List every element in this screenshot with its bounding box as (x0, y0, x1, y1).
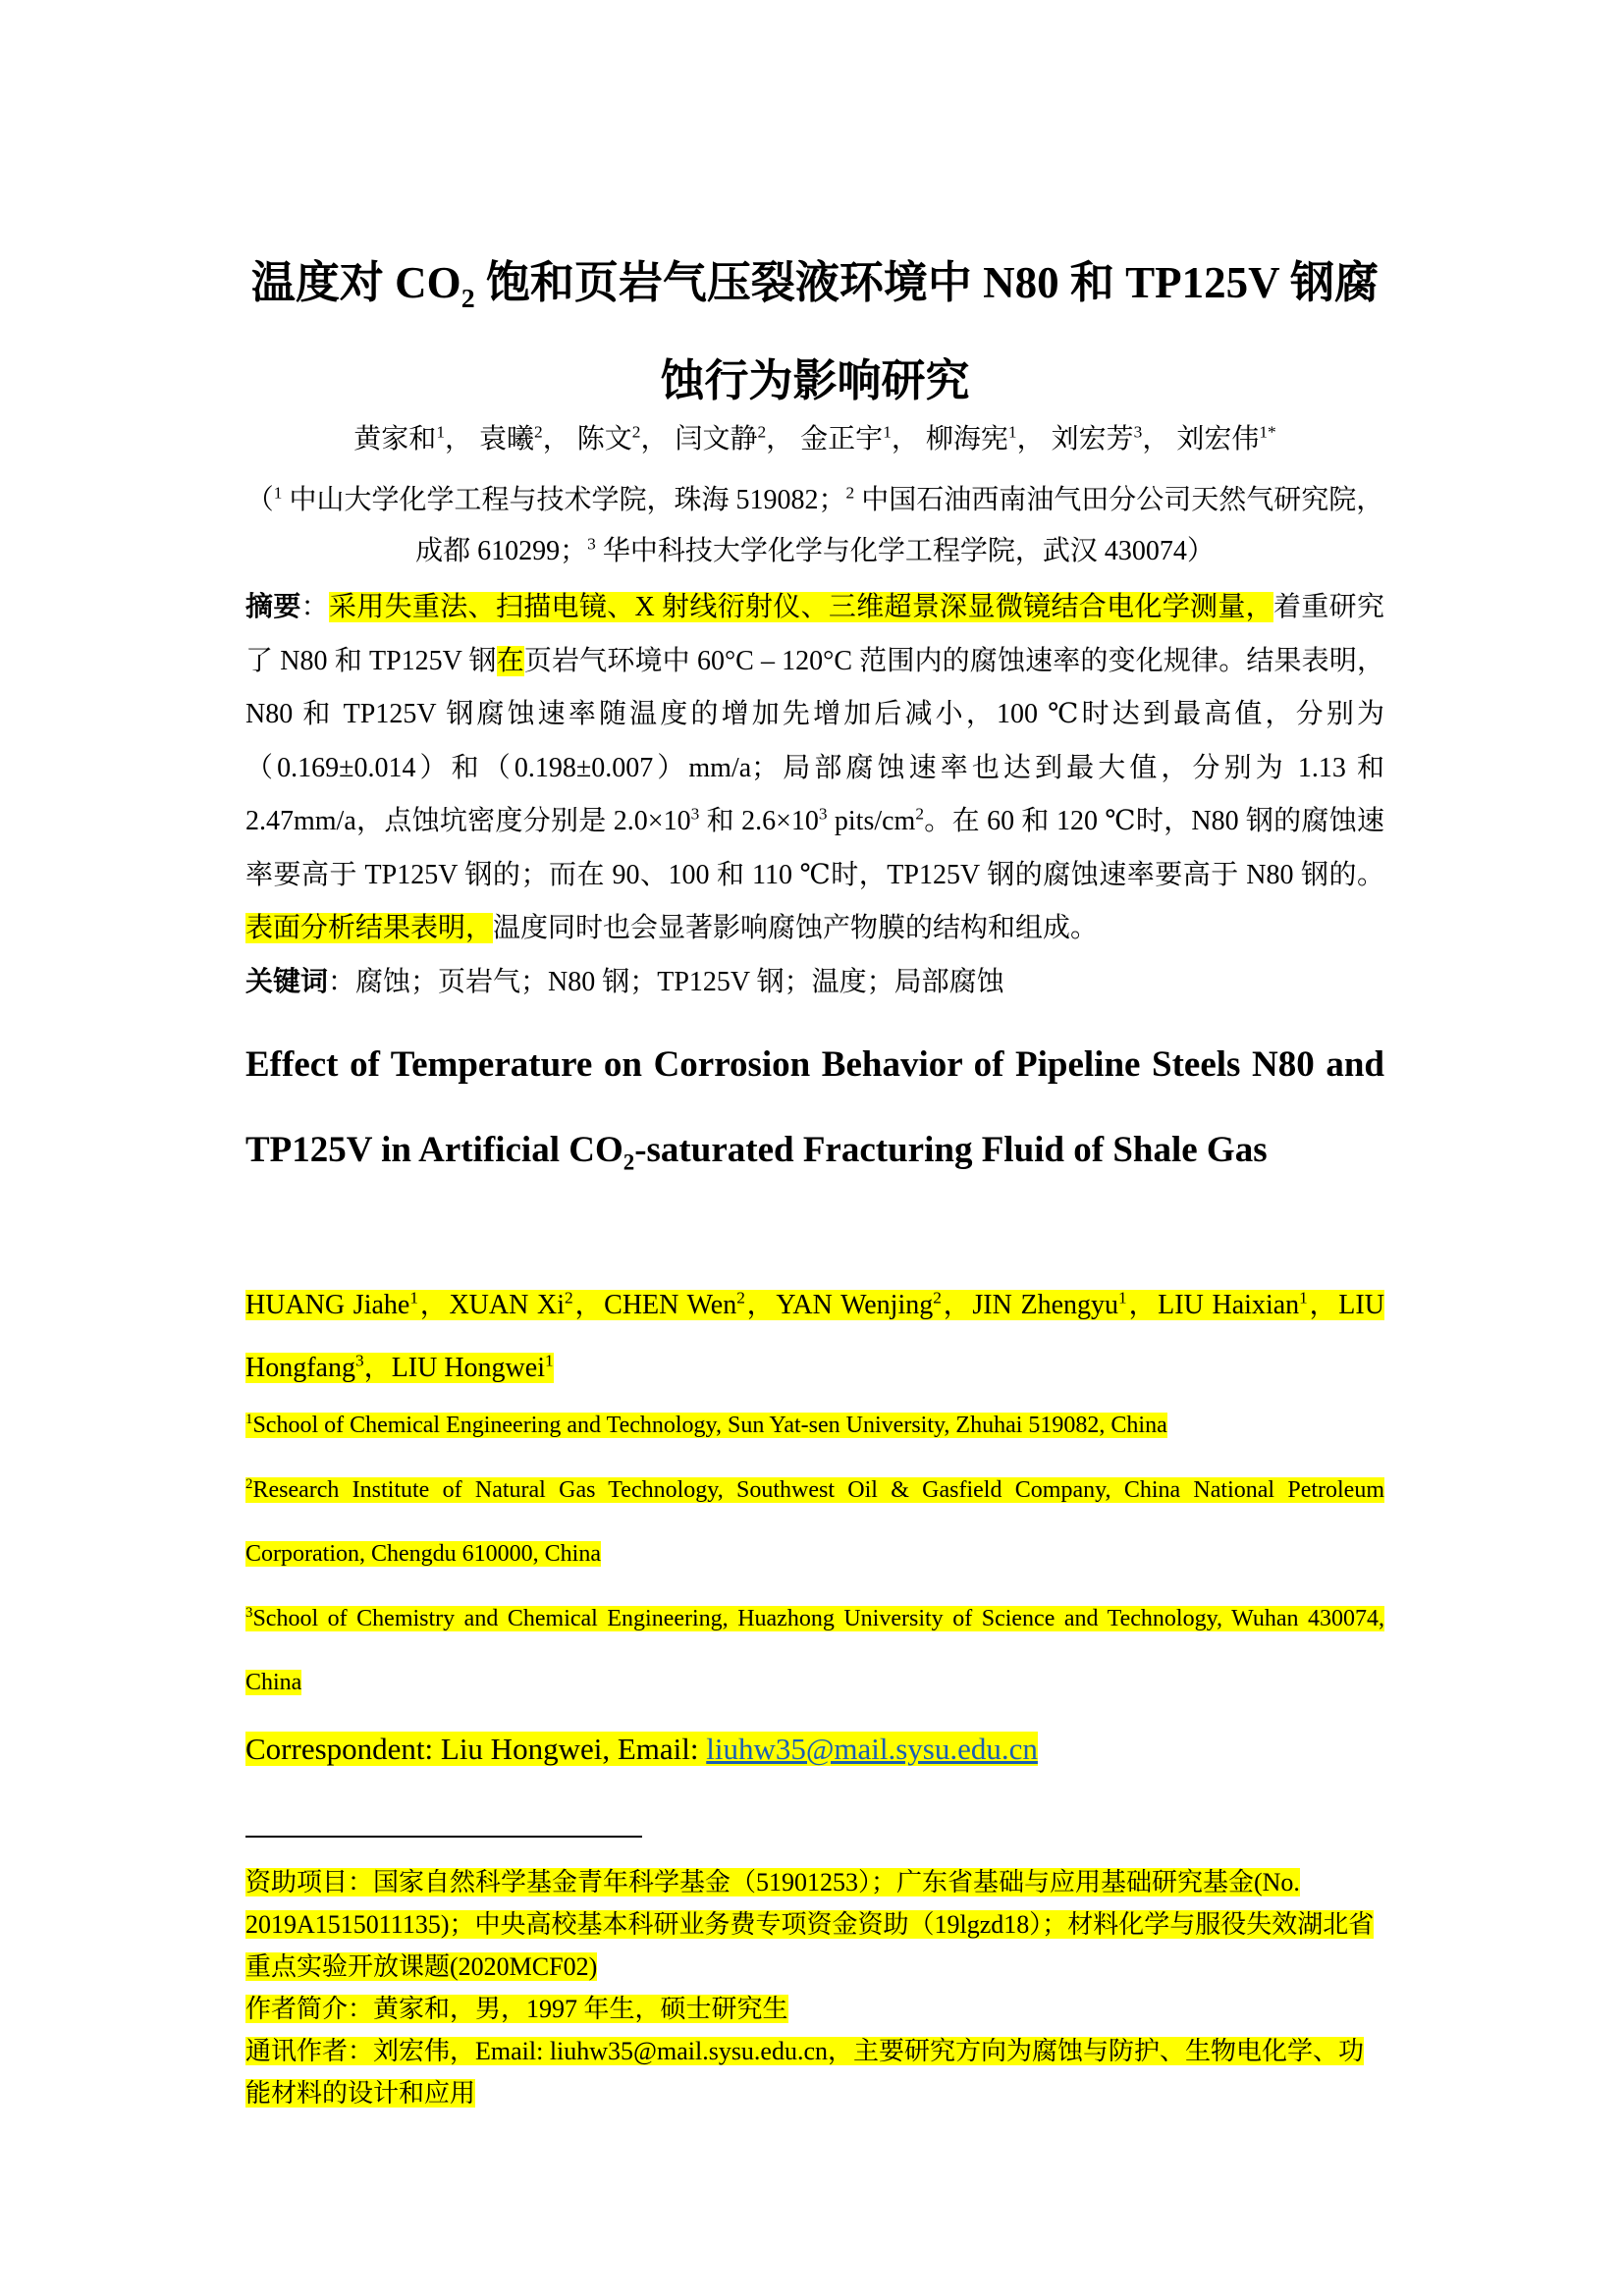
footnote-divider (245, 1836, 642, 1838)
highlight: 采用失重法、扫描电镜、X 射线衍射仪、三维超景深显微镜结合电化学测量， (328, 592, 1274, 622)
author-en: HUANG Jiahe$^1$ (245, 1288, 419, 1320)
footnote-author-bio: 作者简介：黄家和，男，1997 年生，硕士研究生 (245, 1995, 788, 2023)
author-en: JIN Zhengyu$^1$ (972, 1288, 1127, 1320)
correspondent-line: Correspondent: Liu Hongwei, Email: liuhw35@mail.sysu.edu.cn (245, 1732, 1038, 1766)
author-cn: 柳海宪$^1$ (925, 422, 1017, 454)
authors-chinese: 黄家和$^1$， 袁曦$^2$， 陈文$^2$， 闫文静$^2$， 金正宇$^1$， 柳海宪$^1$， 刘宏芳$^3$， 刘宏伟$^{1*}$ (353, 422, 1276, 454)
author-en: LIU Hongwei$^1$ (391, 1351, 554, 1383)
authors-english: HUANG Jiahe$^1$，XUAN Xi$^2$，CHEN Wen$^2$，YAN Wenjing$^2$，JIN Zhengyu$^1$，LIU Haixian$^1$，LIU Hongfang$^3$，LIU Hongwei$^1$ (245, 1288, 1384, 1383)
abstract-chinese: 摘要：采用失重法、扫描电镜、X 射线衍射仪、三维超景深显微镜结合电化学测量，着重研究了 N80 和 TP125V 钢在页岩气环境中 60°C – 120°C 范围内的腐蚀速率的变化规律。结果表明，N80 和 TP125V 钢腐蚀速率随温度的增加先增加后减小，100 ℃时达到最高值，分别为（0.169±0.014）和（0.198±0.007）mm/a；局部腐蚀速率也达到最大值，分别为 1.13 和 2.47mm/a，点蚀坑密度分别是 $2.0\times 10^3$ 和 $2.6\times 10^3$ pits/$cm^2$。在 60 和 120 ℃时，N80 钢的腐蚀速率要高于 TP125V 钢的；而在 90、100 和 110 ℃时，TP125V 钢的腐蚀速率要高于 N80 钢的。表面分析结果表明，温度同时也会显著影响腐蚀产物膜的结构和组成。 (245, 592, 1384, 943)
title-chinese: 温度对 $CO_2$ 饱和页岩气压裂液环境中 N80 和 TP125V 钢腐蚀行为影响研究 (250, 258, 1380, 405)
author-en: LIU Haixian$^1$ (1158, 1288, 1308, 1320)
author-cn: 袁曦$^2$ (479, 422, 543, 454)
affiliation-en-1: $^1$School of Chemical Engineering and Technology, Sun Yat-sen University, Zhuhai 519082, China (245, 1412, 1167, 1438)
author-cn: 闫文静$^2$ (675, 422, 767, 454)
affiliation-en-3: $^3$School of Chemistry and Chemical Engineering, Huazhong University of Science and Technology, Wuhan 430074, China (245, 1605, 1384, 1695)
author-cn: 陈文$^2$ (576, 422, 641, 454)
title-english: Effect of Temperature on Corrosion Behavior of Pipeline Steels N80 and TP125V in Artificial $CO_2$-saturated Fracturing Fluid of Shale Gas (245, 1044, 1384, 1175)
affiliation-en-2: $^2$Research Institute of Natural Gas Technology, Southwest Oil & Gasfield Company, China National Petroleum Corporation, Chengdu 610000, China (245, 1476, 1384, 1567)
highlight: 在 (496, 645, 524, 676)
keywords-chinese: 关键词：腐蚀；页岩气；N80 钢；TP125V 钢；温度；局部腐蚀 (245, 967, 1004, 997)
author-en: CHEN Wen$^2$ (604, 1288, 745, 1320)
author-en: YAN Wenjing$^2$ (776, 1288, 942, 1320)
author-cn: 刘宏伟$^{1*}$ (1176, 422, 1276, 454)
footnote-corresponding: 通讯作者：刘宏伟，Email: liuhw35@mail.sysu.edu.cn，主要研究方向为腐蚀与防护、生物电化学、功能材料的设计和应用 (245, 2037, 1365, 2108)
author-cn: 黄家和$^1$ (353, 422, 445, 454)
footnote-funding: 资助项目：国家自然科学基金青年科学基金（51901253）；广东省基础与应用基础研究基金(No. 2019A1515011135)；中央高校基本科研业务费专项资金资助（19lgzd18）；材料化学与服役失效湖北省重点实验开放课题(2020MCF02) (245, 1868, 1375, 1981)
keywords-label: 关键词 (245, 967, 329, 997)
affiliations-chinese: （$^1$ 中山大学化学工程与技术学院，珠海 519082；$^2$ 中国石油西南油气田分公司天然气研究院，成都 610299；$^3$ 华中科技大学化学与化学工程学院，武汉 430074） (245, 483, 1384, 566)
author-en: LIU Hongfang$^3$ (245, 1290, 1384, 1383)
highlight: 表面分析结果表明， (245, 913, 494, 943)
abstract-label: 摘要 (245, 592, 301, 622)
author-en: XUAN Xi$^2$ (449, 1288, 573, 1320)
author-cn: 金正宇$^1$ (800, 422, 892, 454)
author-cn: 刘宏芳$^3$ (1051, 422, 1143, 454)
email-link[interactable]: liuhw35@mail.sysu.edu.cn (706, 1732, 1038, 1766)
